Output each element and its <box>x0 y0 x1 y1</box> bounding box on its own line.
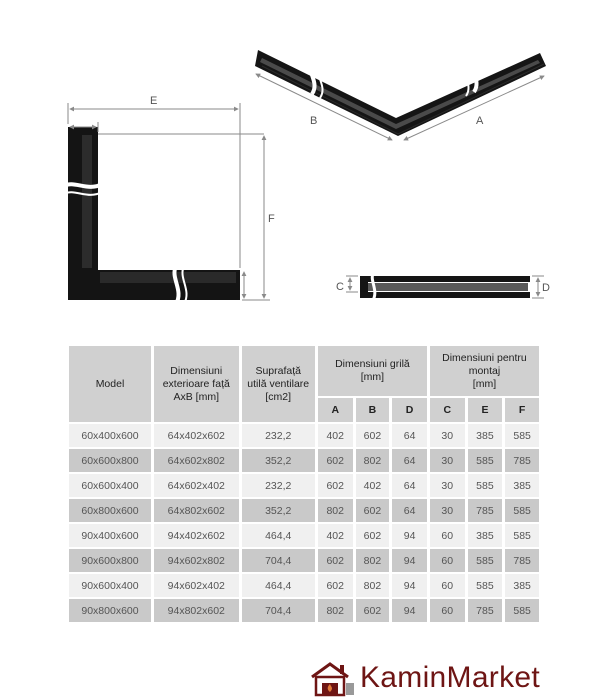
cell-a: 602 <box>316 448 354 473</box>
cell-model: 60x600x400 <box>69 473 152 498</box>
cell-b: 602 <box>354 598 391 623</box>
cell-surface: 232,2 <box>240 423 316 448</box>
dimension-d <box>532 276 550 298</box>
cell-d: 94 <box>391 548 429 573</box>
header-model: Model <box>69 346 152 423</box>
header-grid-dimensions: Dimensiuni grilă [mm] <box>316 346 428 397</box>
cell-a: 802 <box>316 498 354 523</box>
cell-surface: 232,2 <box>240 473 316 498</box>
house-fireplace-icon <box>308 661 356 697</box>
cell-b: 802 <box>354 448 391 473</box>
cell-a: 802 <box>316 598 354 623</box>
cell-c: 30 <box>428 498 466 523</box>
cell-exterior: 64x602x402 <box>152 473 240 498</box>
cell-surface: 352,2 <box>240 498 316 523</box>
cell-model: 90x400x600 <box>69 523 152 548</box>
cell-f: 585 <box>504 523 541 548</box>
cell-surface: 704,4 <box>240 598 316 623</box>
cell-surface: 464,4 <box>240 523 316 548</box>
cell-c: 60 <box>428 548 466 573</box>
cell-f: 585 <box>504 498 541 523</box>
cell-d: 64 <box>391 473 429 498</box>
cell-model: 90x800x600 <box>69 598 152 623</box>
cell-a: 402 <box>316 423 354 448</box>
specification-table <box>69 346 542 624</box>
cell-d: 64 <box>391 498 429 523</box>
cell-c: 30 <box>428 473 466 498</box>
subheader-a: A <box>316 397 354 423</box>
cell-c: 60 <box>428 598 466 623</box>
cell-f: 385 <box>504 473 541 498</box>
cell-e: 785 <box>466 498 504 523</box>
label-f: F <box>268 213 275 225</box>
table-row <box>69 498 541 523</box>
grille-side-profile <box>360 272 530 302</box>
cell-model: 90x600x400 <box>69 573 152 598</box>
table-row <box>69 523 541 548</box>
dimension-top-offset <box>70 122 264 134</box>
header-exterior-dimensions: Dimensiuni exterioare față AxB [mm] <box>152 346 240 423</box>
corner-grille-front-view <box>64 127 240 304</box>
header-ventilation-surface: Suprafață utilă ventilare [cm2] <box>240 346 316 423</box>
cell-exterior: 94x402x602 <box>152 523 240 548</box>
subheader-c: C <box>428 397 466 423</box>
cell-b: 602 <box>354 523 391 548</box>
cell-exterior: 94x602x802 <box>152 548 240 573</box>
cell-d: 64 <box>391 423 429 448</box>
cell-d: 94 <box>391 573 429 598</box>
cell-model: 60x800x600 <box>69 498 152 523</box>
cell-b: 802 <box>354 548 391 573</box>
table-row <box>69 573 541 598</box>
table-row <box>69 473 541 498</box>
cell-exterior: 94x802x602 <box>152 598 240 623</box>
cell-a: 402 <box>316 523 354 548</box>
subheader-e: E <box>466 397 504 423</box>
cell-surface: 464,4 <box>240 573 316 598</box>
cell-f: 385 <box>504 573 541 598</box>
cell-exterior: 94x602x402 <box>152 573 240 598</box>
dimension-f <box>242 136 275 300</box>
header-mounting-dimensions: Dimensiuni pentru montaj [mm] <box>428 346 540 397</box>
label-a: A <box>476 115 484 127</box>
cell-exterior: 64x802x602 <box>152 498 240 523</box>
technical-diagrams <box>0 0 614 335</box>
table-row <box>69 448 541 473</box>
cell-e: 585 <box>466 548 504 573</box>
cell-surface: 704,4 <box>240 548 316 573</box>
cell-exterior: 64x602x802 <box>152 448 240 473</box>
subheader-b: B <box>354 397 391 423</box>
cell-b: 402 <box>354 473 391 498</box>
logo-text: KaminMarket <box>360 661 541 694</box>
specification-table-body <box>69 423 541 623</box>
cell-e: 385 <box>466 423 504 448</box>
cell-a: 602 <box>316 548 354 573</box>
cell-exterior: 64x402x602 <box>152 423 240 448</box>
label-b: B <box>310 115 318 127</box>
cell-model: 60x400x600 <box>69 423 152 448</box>
label-c: C <box>336 281 344 293</box>
subheader-f: F <box>504 397 541 423</box>
cell-e: 585 <box>466 573 504 598</box>
table-row <box>69 598 541 623</box>
cell-f: 585 <box>504 598 541 623</box>
cell-a: 602 <box>316 473 354 498</box>
dimension-c <box>336 276 358 293</box>
cell-f: 585 <box>504 423 541 448</box>
cell-c: 30 <box>428 423 466 448</box>
cell-model: 60x600x800 <box>69 448 152 473</box>
cell-e: 585 <box>466 473 504 498</box>
cell-b: 602 <box>354 423 391 448</box>
cell-c: 60 <box>428 573 466 598</box>
subheader-d: D <box>391 397 429 423</box>
cell-f: 785 <box>504 448 541 473</box>
label-d: D <box>542 282 550 294</box>
cell-e: 385 <box>466 523 504 548</box>
cell-a: 602 <box>316 573 354 598</box>
cell-e: 785 <box>466 598 504 623</box>
cell-surface: 352,2 <box>240 448 316 473</box>
cell-d: 94 <box>391 523 429 548</box>
kaminmarket-logo <box>308 661 608 697</box>
cell-b: 602 <box>354 498 391 523</box>
cell-b: 802 <box>354 573 391 598</box>
cell-c: 60 <box>428 523 466 548</box>
table-row <box>69 423 541 448</box>
cell-d: 64 <box>391 448 429 473</box>
corner-grille-top-view <box>255 50 546 136</box>
cell-d: 94 <box>391 598 429 623</box>
table-row <box>69 548 541 573</box>
label-e: E <box>150 95 158 107</box>
cell-f: 785 <box>504 548 541 573</box>
cell-model: 90x600x800 <box>69 548 152 573</box>
cell-c: 30 <box>428 448 466 473</box>
cell-e: 585 <box>466 448 504 473</box>
